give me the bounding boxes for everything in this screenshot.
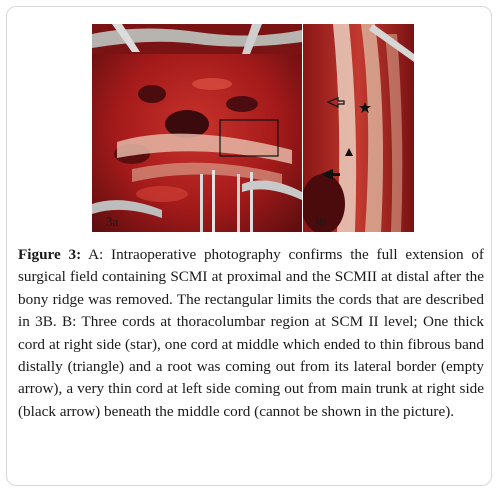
surgical-photo-a bbox=[92, 24, 302, 232]
panel-label-3a: 3a bbox=[106, 214, 119, 229]
caption-text: A: Intraoperative photography confirms the full extension of surgical field containing SCMI at proximal and the SCMII at distal after the bony ridge was removed. The rectangular limits the cords that are described in 3B. B: Three cords at thoracolumbar region at SCM II level; One thick cord at right side (star), one cord at middle which ended to thin fibrous band distally (triangle) and a root was coming out from its lateral border (empty arrow), a very thin cord at left side coming out from main trunk at right side (black arrow) beneath the middle cord (cannot be shown in the picture). bbox=[18, 246, 484, 420]
figure-caption bbox=[18, 244, 484, 423]
photo-3b bbox=[303, 24, 414, 232]
surgical-photo-b bbox=[303, 24, 414, 232]
caption-title: Figure 3: bbox=[18, 246, 82, 263]
panel-label-3b: 3b bbox=[313, 214, 326, 229]
photo-3a bbox=[92, 24, 302, 232]
figure-photos bbox=[92, 24, 414, 232]
